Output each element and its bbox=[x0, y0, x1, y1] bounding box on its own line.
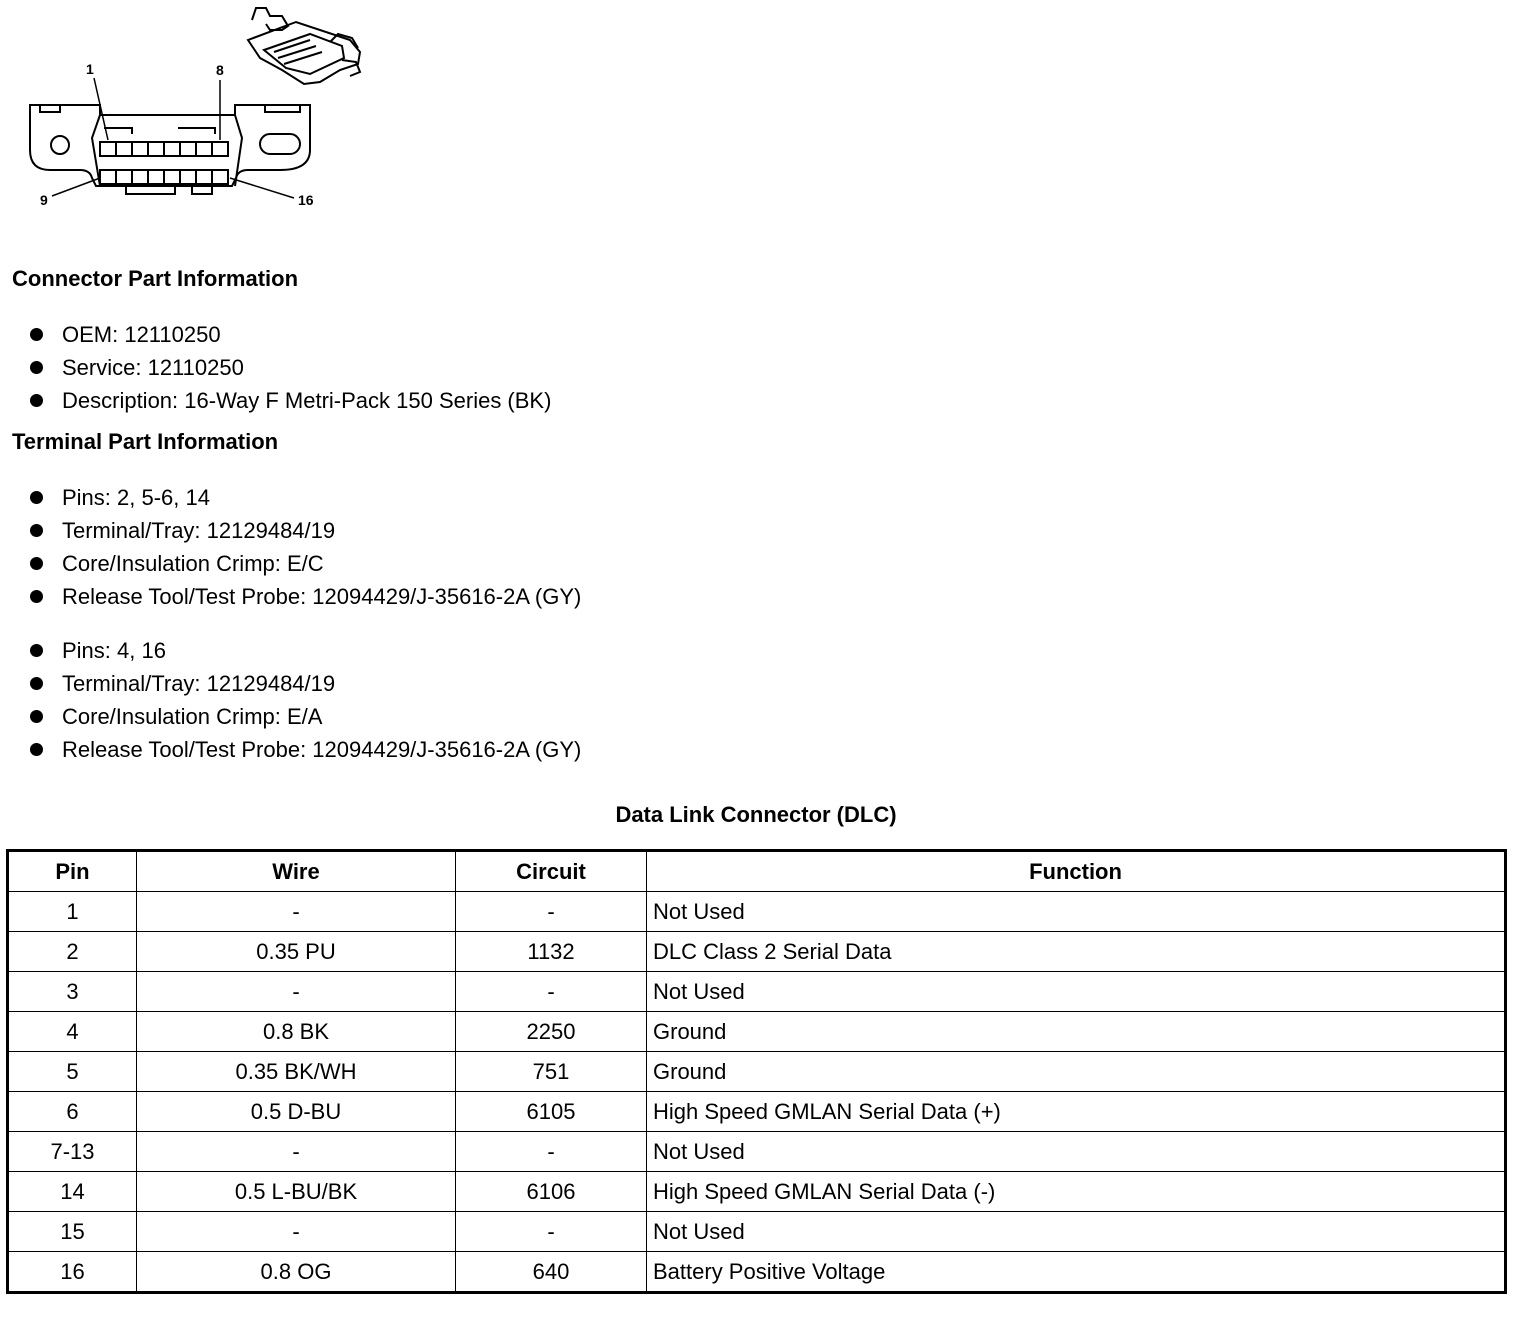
cell-circuit: 1132 bbox=[456, 932, 647, 972]
list-item: Description: 16-Way F Metri-Pack 150 Series (BK) bbox=[28, 384, 551, 417]
header-circuit: Circuit bbox=[456, 851, 647, 892]
cell-function: DLC Class 2 Serial Data bbox=[647, 932, 1506, 972]
cell-pin: 2 bbox=[8, 932, 137, 972]
cell-wire: - bbox=[137, 1132, 456, 1172]
list-item: Terminal/Tray: 12129484/19 bbox=[28, 667, 581, 700]
cell-pin: 15 bbox=[8, 1212, 137, 1252]
connector-face-view bbox=[30, 105, 310, 194]
cell-wire: - bbox=[137, 972, 456, 1012]
table-row bbox=[8, 1252, 1506, 1293]
table-row bbox=[8, 1132, 1506, 1172]
cell-wire: - bbox=[137, 1212, 456, 1252]
cell-function: High Speed GMLAN Serial Data (+) bbox=[647, 1092, 1506, 1132]
cell-circuit: 2250 bbox=[456, 1012, 647, 1052]
table-row bbox=[8, 892, 1506, 932]
table-row bbox=[8, 1212, 1506, 1252]
cell-function: Battery Positive Voltage bbox=[647, 1252, 1506, 1293]
cell-circuit: - bbox=[456, 892, 647, 932]
table-title: Data Link Connector (DLC) bbox=[615, 802, 897, 827]
cell-pin: 1 bbox=[8, 892, 137, 932]
connector-3d-view bbox=[248, 8, 360, 84]
connector-part-list bbox=[28, 318, 551, 417]
header-pin: Pin bbox=[8, 851, 137, 892]
table-row bbox=[8, 1172, 1506, 1212]
terminal-part-list-2 bbox=[28, 634, 581, 766]
list-item: Release Tool/Test Probe: 12094429/J-35616-2A (GY) bbox=[28, 580, 581, 613]
table-row bbox=[8, 972, 1506, 1012]
cell-wire: 0.8 OG bbox=[137, 1252, 456, 1293]
table-row bbox=[8, 932, 1506, 972]
table-row bbox=[8, 1052, 1506, 1092]
pin-label-8: 8 bbox=[216, 62, 224, 78]
terminal-part-list-1 bbox=[28, 481, 581, 613]
dlc-pinout-table bbox=[6, 849, 1507, 1294]
table-header-row bbox=[8, 851, 1506, 892]
cell-wire: 0.35 PU bbox=[137, 932, 456, 972]
list-item: Service: 12110250 bbox=[28, 351, 551, 384]
list-item: Core/Insulation Crimp: E/A bbox=[28, 700, 581, 733]
cell-pin: 6 bbox=[8, 1092, 137, 1132]
pin-label-16: 16 bbox=[298, 192, 314, 208]
cell-circuit: - bbox=[456, 972, 647, 1012]
list-item: Terminal/Tray: 12129484/19 bbox=[28, 514, 581, 547]
cell-pin: 16 bbox=[8, 1252, 137, 1293]
cell-pin: 5 bbox=[8, 1052, 137, 1092]
header-function: Function bbox=[647, 851, 1506, 892]
cell-pin: 7-13 bbox=[8, 1132, 137, 1172]
list-item: Pins: 4, 16 bbox=[28, 634, 581, 667]
cell-wire: 0.8 BK bbox=[137, 1012, 456, 1052]
cell-function: Not Used bbox=[647, 892, 1506, 932]
list-item: Pins: 2, 5-6, 14 bbox=[28, 481, 581, 514]
connector-diagram bbox=[20, 0, 380, 215]
cell-wire: 0.35 BK/WH bbox=[137, 1052, 456, 1092]
table-row bbox=[8, 1092, 1506, 1132]
cell-function: Ground bbox=[647, 1052, 1506, 1092]
cell-circuit: 6106 bbox=[456, 1172, 647, 1212]
pin-label-1: 1 bbox=[86, 61, 94, 77]
cell-function: Not Used bbox=[647, 972, 1506, 1012]
cell-wire: 0.5 D-BU bbox=[137, 1092, 456, 1132]
pin-leader-lines bbox=[52, 78, 294, 198]
terminal-part-heading: Terminal Part Information bbox=[12, 429, 279, 454]
cell-function: Not Used bbox=[647, 1212, 1506, 1252]
cell-circuit: 751 bbox=[456, 1052, 647, 1092]
cell-circuit: - bbox=[456, 1132, 647, 1172]
cell-function: Ground bbox=[647, 1012, 1506, 1052]
list-item: Release Tool/Test Probe: 12094429/J-35616-2A (GY) bbox=[28, 733, 581, 766]
list-item: OEM: 12110250 bbox=[28, 318, 551, 351]
cell-function: Not Used bbox=[647, 1132, 1506, 1172]
table-row bbox=[8, 1012, 1506, 1052]
cell-circuit: - bbox=[456, 1212, 647, 1252]
cell-function: High Speed GMLAN Serial Data (-) bbox=[647, 1172, 1506, 1212]
connector-part-heading: Connector Part Information bbox=[12, 266, 299, 291]
cell-wire: 0.5 L-BU/BK bbox=[137, 1172, 456, 1212]
header-wire: Wire bbox=[137, 851, 456, 892]
cell-wire: - bbox=[137, 892, 456, 932]
list-item: Core/Insulation Crimp: E/C bbox=[28, 547, 581, 580]
pin-label-9: 9 bbox=[40, 192, 48, 208]
cell-circuit: 640 bbox=[456, 1252, 647, 1293]
cell-pin: 3 bbox=[8, 972, 137, 1012]
cell-pin: 4 bbox=[8, 1012, 137, 1052]
cell-pin: 14 bbox=[8, 1172, 137, 1212]
cell-circuit: 6105 bbox=[456, 1092, 647, 1132]
